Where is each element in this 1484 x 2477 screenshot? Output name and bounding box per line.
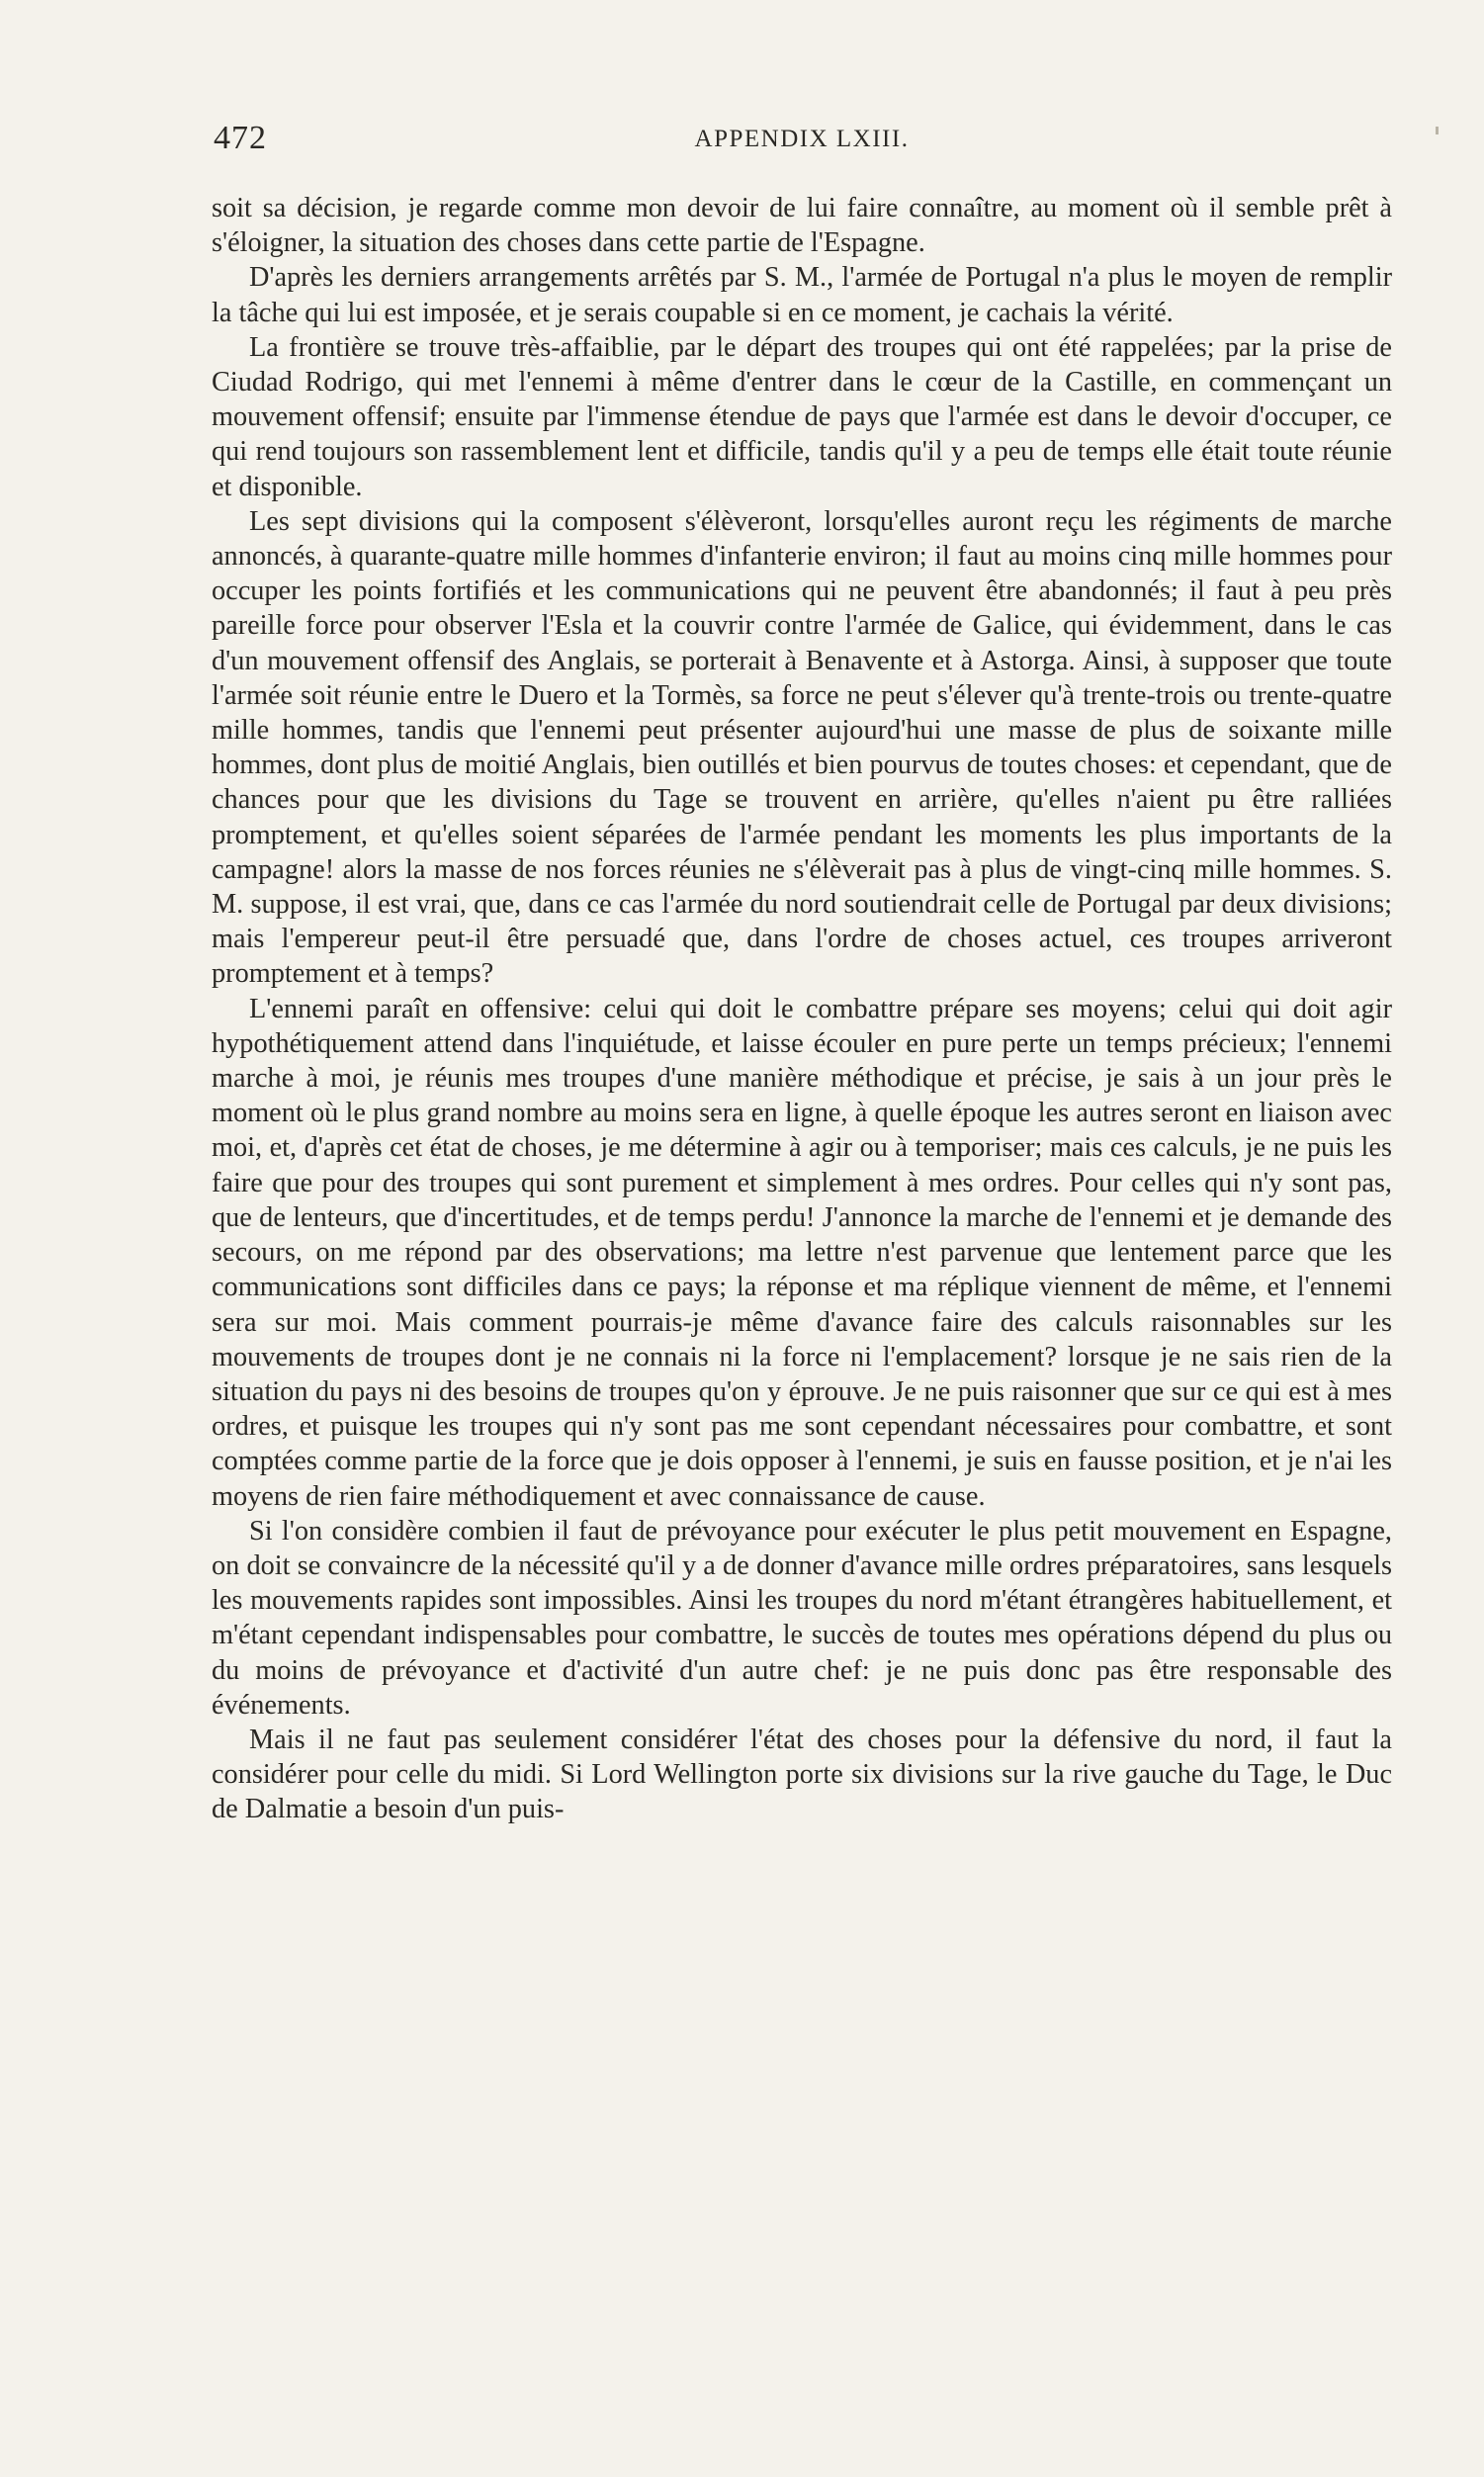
paragraph: D'après les derniers arrangements arrêtés par S. M., l'armée de Portugal n'a plus le moyen de remplir la tâche qui lui est imposée, et je serais coupable si en ce moment, je cachais la vérité. [212,262,1392,328]
paragraph: La frontière se trouve très-affaiblie, par le départ des troupes qui ont été rappelées; par la prise de Ciudad Rodrigo, qui met l'ennemi à même d'entrer dans le cœur de la Castille, en commençant un mouvement offensif; ensuite par l'immense étendue de pays que l'armée est dans le devoir d'occuper, ce qui rend toujours son rassemblement lent et difficile, tandis qu'il y a peu de temps elle était toute réunie et disponible. [212,331,1392,502]
running-head: APPENDIX LXIII. [694,126,910,152]
paragraph: L'ennemi paraît en offensive: celui qui doit le combattre prépare ses moyens; celui qui doit agir hypothétiquement attend dans l'inquiétude, et laisse écouler en pure perte un temps précieux; l'ennemi marche à moi, je réunis mes troupes d'une manière méthodique et précise, je sais à un jour près le moment où le plus grand nombre au moins sera en ligne, à quelle époque les autres seront en liaison avec moi, et, d'après cet état de choses, je me détermine à agir ou à temporiser; mais ces calculs, je ne puis les faire que pour des troupes qui sont purement et simplement à mes ordres. Pour celles qui n'y sont pas, que de lenteurs, que d'incertitudes, et de temps perdu! J'annonce la marche de l'ennemi et je demande des secours, on me répond par des observations; ma lettre n'est parvenue que lentement parce que les communications sont difficiles dans ce pays; la réponse et ma réplique viennent de même, et l'ennemi sera sur moi. Mais comment pourrais-je même d'avance faire des calculs raisonnables sur les mouvements de troupes dont je ne connais ni la force ni l'emplacement? lorsque je ne sais rien de la situation du pays ni des besoins de troupes qu'on y éprouve. Je ne puis raisonner que sur ce qui est à mes ordres, et puisque les troupes qui n'y sont pas me sont cependant nécessaires pour combattre, et sont comptées comme partie de la force que je dois opposer à l'ennemi, je suis en fausse position, et je n'ai les moyens de rien faire méthodiquement et avec connaissance de cause. [212,993,1392,1512]
paragraph: Les sept divisions qui la composent s'élèveront, lorsqu'elles auront reçu les régiments de marche annoncés, à quarante-quatre mille hommes d'infanterie environ; il faut au moins cinq mille hommes pour occuper les points fortifiés et les communications qui ne peuvent être abandonnés; il faut à peu près pareille force pour observer l'Esla et la couvrir contre l'armée de Galice, qui évidemment, dans le cas d'un mouvement offensif des Anglais, se porterait à Benavente et à Astorga. Ainsi, à supposer que toute l'armée soit réunie entre le Duero et la Tormès, sa force ne peut s'élever qu'à trente-trois ou trente-quatre mille hommes, tandis que l'ennemi peut présenter aujourd'hui une masse de plus de soixante mille hommes, dont plus de moitié Anglais, bien outillés et bien pourvus de toutes choses: et cependant, que de chances pour que les divisions du Tage se trouvent en arrière, qu'elles n'aient pu être ralliées promptement, et qu'elles soient séparées de l'armée pendant les moments les plus importants de la campagne! alors la masse de nos forces réunies ne s'élèverait pas à plus de vingt-cinq mille hommes. S. M. suppose, il est vrai, que, dans ce cas l'armée du nord soutiendrait celle de Portugal par deux divisions; mais l'empereur peut-il être persuadé que, dans l'ordre de choses actuel, ces troupes arriveront promptement et à temps? [212,505,1392,990]
paragraph: Mais il ne faut pas seulement considérer l'état des choses pour la défensive du nord, il faut la considérer pour celle du midi. Si Lord Wellington porte six divisions sur la rive gauche du Tage, le Duc de Dalmatie a besoin d'un puis- [212,1724,1392,1825]
page-edge-mark [1436,127,1439,134]
paragraph: Si l'on considère combien il faut de prévoyance pour exécuter le plus petit mouvement en Espagne, on doit se convaincre de la nécessité qu'il y a de donner d'avance mille ordres préparatoires, sans lesquels les mouvements rapides sont impossibles. Ainsi les troupes du nord m'étant étrangères habituellement, et m'étant cependant indispensables pour combattre, le succès de toutes mes opérations dépend du plus ou du moins de prévoyance et d'activité d'un autre chef: je ne puis donc pas être responsable des événements. [212,1515,1392,1721]
page-number: 472 [214,120,267,156]
paragraph: soit sa décision, je regarde comme mon devoir de lui faire connaître, au moment où il semble prêt à s'éloigner, la situation des choses dans cette partie de l'Espagne. [212,193,1392,259]
page-header [214,117,1390,160]
body-text [212,191,1392,1827]
